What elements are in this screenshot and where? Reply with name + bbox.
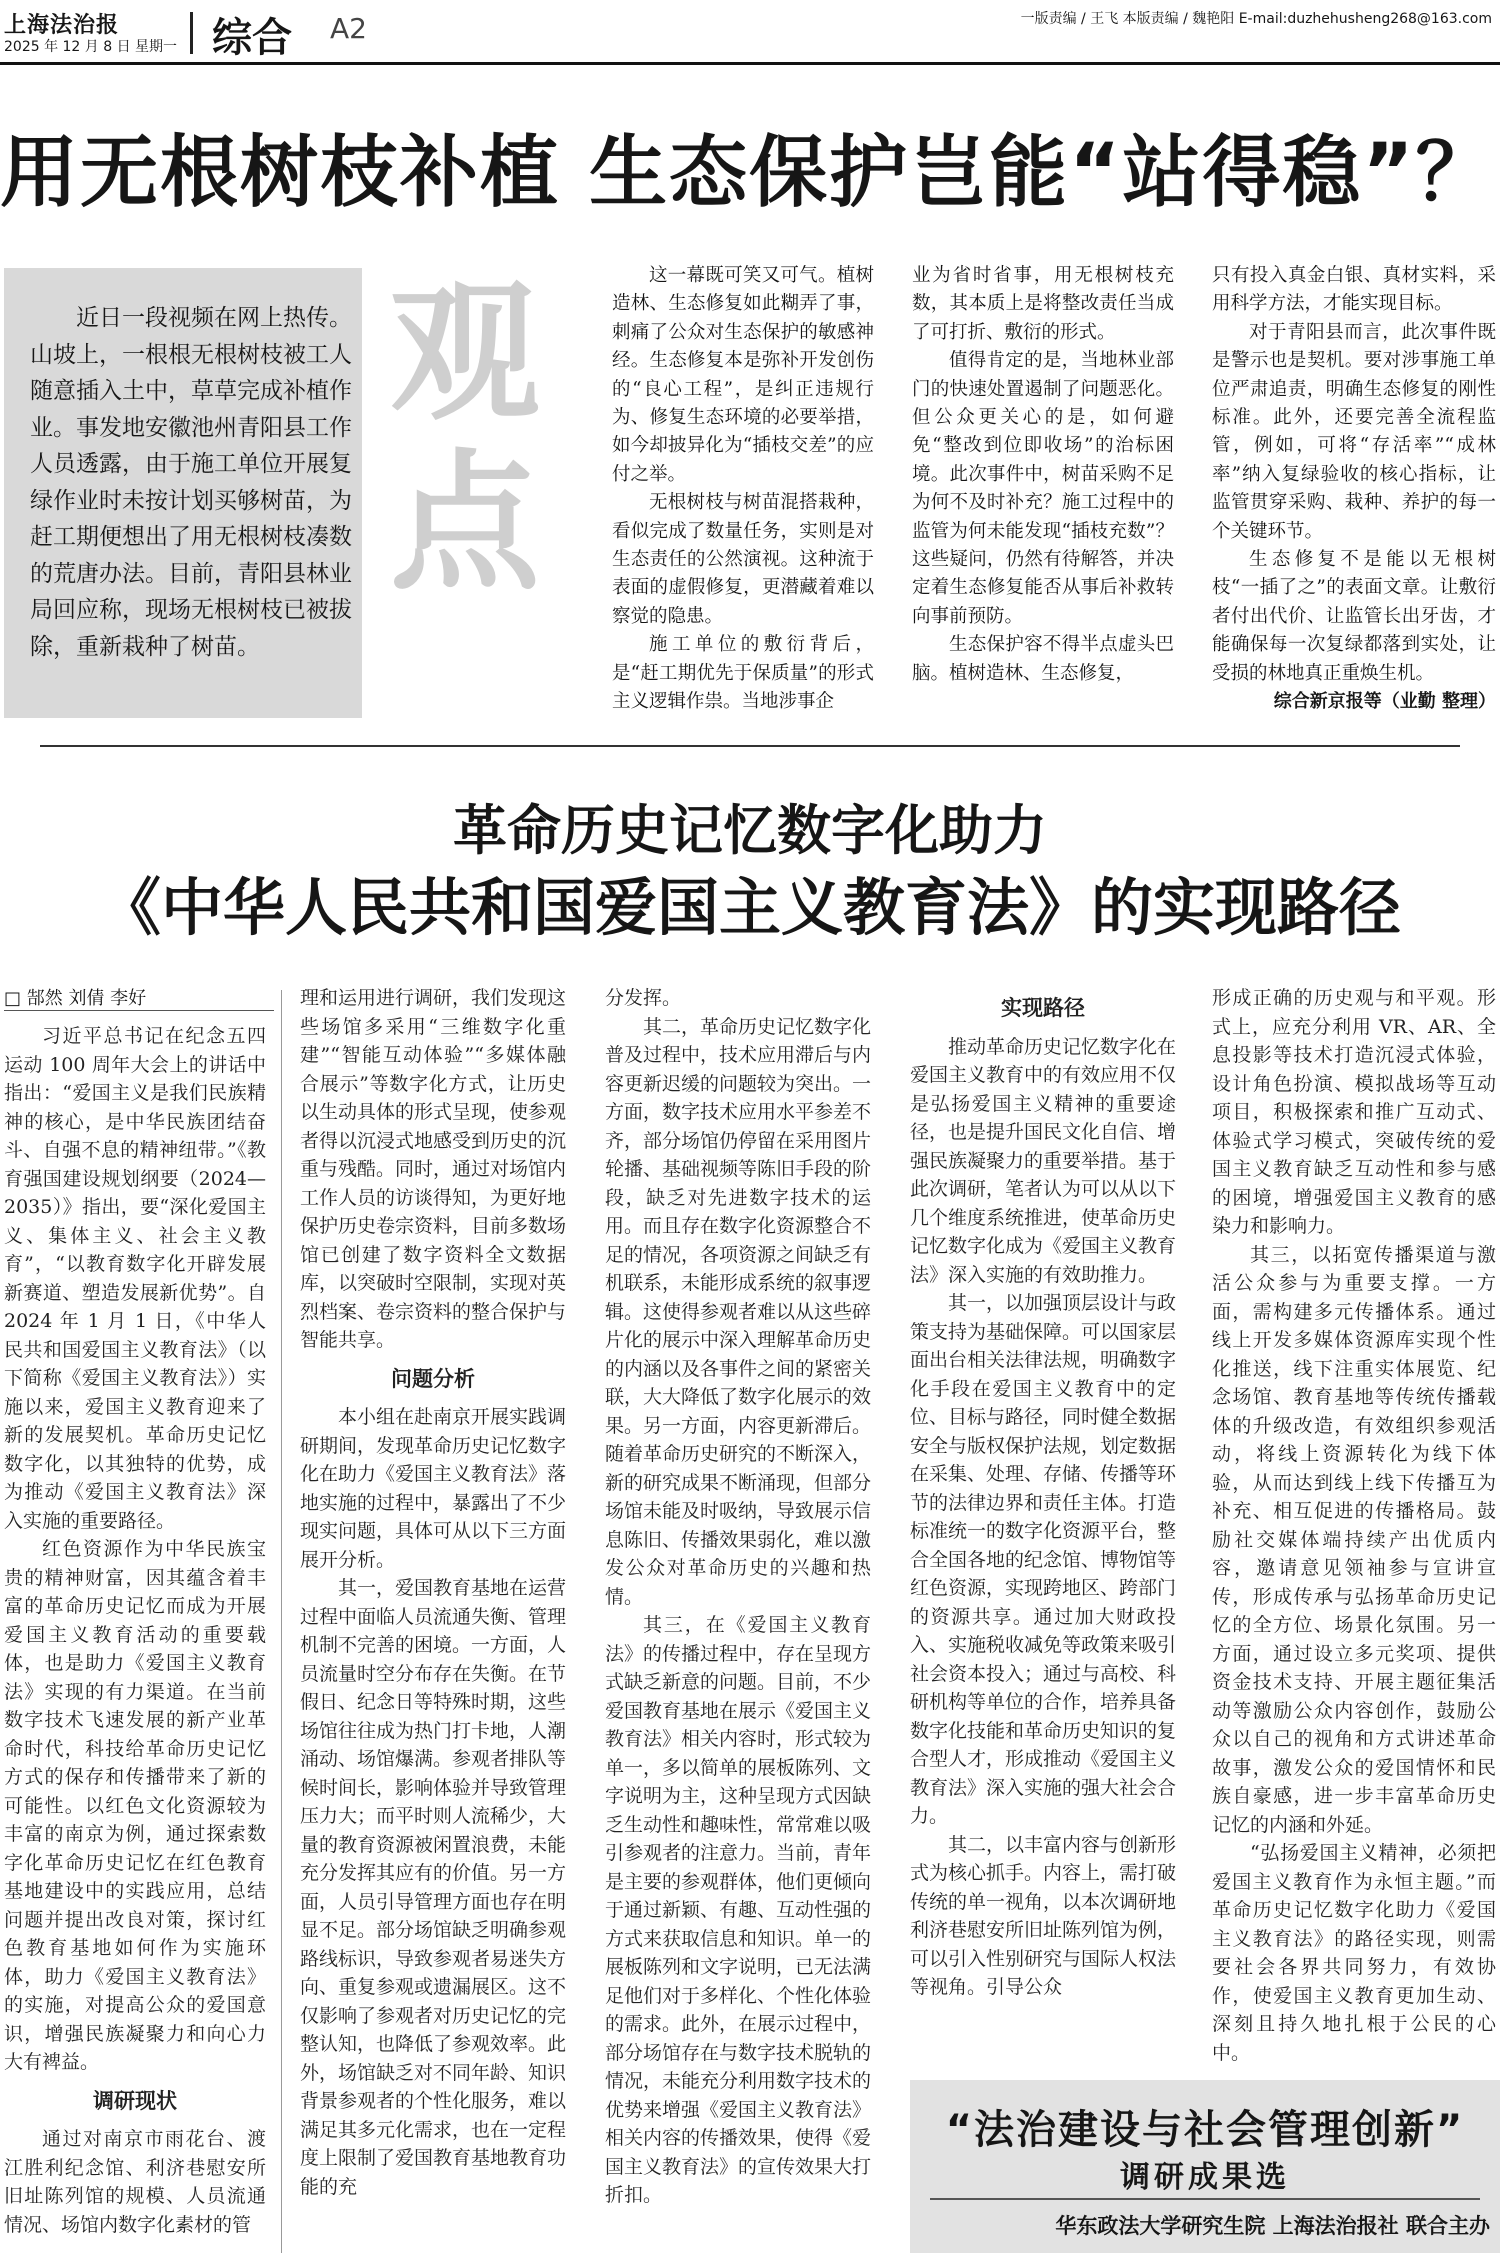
paragraph: 施工单位的敷衍背后，是“赶工期优先于保质量”的形式主义逻辑作祟。当地涉事企: [612, 634, 874, 713]
section-divider: [40, 745, 1460, 747]
newspaper-logo: 上海法治报: [4, 12, 120, 38]
paragraph: 业为省时省事，用无根树枝充数，其本质上是将整改责任当成了可打折、敷衍的形式。: [912, 265, 1174, 343]
article2-column-1: [4, 1022, 266, 2239]
paragraph: 其一，爱国教育基地在运营过程中面临人员流通失衡、管理机制不完善的困境。一方面，人员流量时空分布存在失衡。在节假日、纪念日等特殊时期，这些场馆往往成为热门打卡地，人潮涌动、场馆爆满。参观者排队等候时间长，影响体验并导致管理压力大；而平时则人流稀少，大量的教育资源被闲置浪费，未能充分发挥其应有的价值。另一方面，人员引导管理方面也存在明显不足。部分场馆缺乏明确参观路线标识，导致参观者易迷失方向、重复参观或遗漏展区。这不仅影响了参观者对历史记忆的完整认知，也降低了参观效率。此外，场馆缺乏对不同年龄、知识背景参观者的个性化服务，难以满足其多元化需求，也在一定程度上限制了爱国教育基地教育功能的充: [300, 1577, 567, 2198]
article1-headline: 用无根树枝补植 生态保护岂能“站得稳”？: [0, 128, 1496, 218]
page-number: A2: [330, 12, 367, 45]
paragraph: 分发挥。: [605, 987, 682, 1009]
column-rule: [281, 990, 282, 2253]
byline-rule: [4, 1010, 274, 1011]
article1-column-3: [1212, 262, 1496, 717]
series-organizers: 华东政法大学研究生院 上海法治报社 联合主办: [1055, 2214, 1490, 2238]
paragraph: 通过对南京市雨花台、渡江胜利纪念馆、利济巷慰安所旧址陈列馆的规模、人员流通情况、场馆内数字化素材的管: [4, 2128, 266, 2236]
paragraph: 其三，以拓宽传播渠道与激活公众参与为重要支撑。一方面，需构建多元传播体系。通过线上开发多媒体资源库实现个性化推送，线下注重实体展览、纪念场馆、教育基地等传统传播载体的升级改造，有效组织参观活动，将线上资源转化为线下体验，从而达到线上线下传播互为补充、相互促进的传播格局。鼓励社交媒体端持续产出优质内容，邀请意见领袖参与宣讲宣传，形成传承与弘扬革命历史记忆的全方位、场景化氛围。另一方面，通过设立多元奖项、提供资金技术支持、开展主题征集活动等激励公众内容创作，鼓励公众以自己的视角和方式讲述革命故事，激发公众的爱国情怀和民族自豪感，进一步丰富革命历史记忆的内涵和外延。: [1212, 1243, 1496, 1836]
paragraph: 这一幕既可笑又可气。植树造林、生态修复如此糊弄了事，刺痛了公众对生态保护的敏感神经。生态修复本是弥补开发创伤的“良心工程”，是纠正违规行为、修复生态环境的必要举措，如今却披异化为“插枝交差”的应付之举。: [612, 265, 874, 485]
issue-date: 2025 年 12 月 8 日 星期一: [4, 39, 178, 55]
paragraph: 理和运用进行调研，我们发现这些场馆多采用“三维数字化重建”“智能互动体验”“多媒体融合展示”等数字化方式，让历史以生动具体的形式呈现，使参观者得以沉浸式地感受到历史的沉重与残酷。同时，通过对场馆内工作人员的访谈得知，为更好地保护历史卷宗资料，目前多数场馆已创建了数字资料全文数据库，以突破时空限制，实现对英烈档案、卷宗资料的整合保护与智能共享。: [300, 987, 567, 1351]
editor-credits: 一版责编 / 王飞 本版责编 / 魏艳阳 E-mail:duzhehusheng268@163.com: [1020, 11, 1492, 27]
article1-signature: 综合新京报等（业勤 整理）: [1273, 691, 1496, 713]
article2-headline-line1: 革命历史记忆数字化助力: [453, 799, 1047, 862]
paragraph: 其一，以加强顶层设计与政策支持为基础保障。可以国家层面出台相关法律法规，明确数字化手段在爱国主义教育中的定位、目标与路径，同时健全数据安全与版权保护法规，划定数据在采集、处理、存储、传播等环节的法律边界和责任主体。打造标准统一的数字化资源平台，整合全国各地的纪念馆、博物馆等红色资源，实现跨地区、跨部门的资源共享。通过加大财政投入、实施税收减免等政策来吸引社会资本投入；通过与高校、科研机构等单位的合作，培养具备数字化技能和革命历史知识的复合型人才，形成推动《爱国主义教育法》深入实施的强大社会合力。: [910, 1292, 1177, 1827]
series-subtitle: 调研成果选: [1120, 2160, 1290, 2195]
paragraph: 其三，在《爱国主义教育法》的传播过程中，存在呈现方式缺乏新意的问题。目前，不少爱国教育基地在展示《爱国主义教育法》相关内容时，形式较为单一，多以简单的展板陈列、文字说明为主，这种呈现方式因缺乏生动性和趣味性，常常难以吸引参观者的注意力。当前，青年是主要的参观群体，他们更倾向于通过新颖、有趣、互动性强的方式来获取信息和知识。单一的展板陈列和文字说明，已无法满足他们对于多样化、个性化体验的需求。此外，在展示过程中，部分场馆存在与数字技术脱轨的情况，未能充分利用数字技术的优势来增强《爱国主义教育法》相关内容的传播效果，使得《爱国主义教育法》的宣传效果大打折扣。: [605, 1614, 872, 2206]
paragraph: 习近平总书记在纪念五四运动 100 周年大会上的讲话中指出：“爱国主义是我们民族精神的核心，是中华民族团结奋斗、自强不息的精神纽带。”《教育强国建设规划纲要（2024—2035）》指出，要“深化爱国主义、集体主义、社会主义教育”，“以教育数字化开辟发展新赛道、塑造发展新优势”。自 2024 年 1 月 1 日，《中华人民共和国爱国主义教育法》（以下简称《爱国主义教育法》）实施以来，爱国主义教育迎来了新的发展契机。革命历史记忆数字化，以其独特的优势，成为推动《爱国主义教育法》深入实施的重要路径。: [4, 1025, 266, 1532]
watermark-char-1: 观: [390, 265, 541, 441]
paragraph: 红色资源作为中华民族宝贵的精神财富，因其蕴含着丰富的革命历史记忆而成为开展爱国主义教育活动的重要载体，也是助力《爱国主义教育法》实现的有力渠道。在当前数字技术飞速发展的新产业革命时代，科技给革命历史记忆方式的保存和传播带来了新的可能性。以红色文化资源较为丰富的南京为例，通过探索数字化革命历史记忆在红色教育基地建设中的实践应用，总结问题并提出改良对策，探讨红色教育基地如何作为实施环体，助力《爱国主义教育法》的实施，对提高公众的爱国意识，增强民族凝聚力和向心力大有裨益。: [4, 1538, 266, 2073]
watermark-char-2: 点: [390, 435, 541, 611]
paragraph: 值得肯定的是，当地林业部门的快速处置遏制了问题恶化。但公众更关心的是，如何避免“整改到位即收场”的治标困境。此次事件中，树苗采购不足为何不及时补充？施工过程中的监管为何未能发现“插枝充数”？这些疑问，仍然有待解答，并决定着生态修复能否从事后补救转向事前预防。: [912, 350, 1174, 627]
lead-paragraph: 近日一段视频在网上热传。山坡上，一根根无根树枝被工人随意插入土中，草草完成补植作业。事发地安徽池州青阳县工作人员透露，由于施工单位开展复绿作业时未按计划买够树苗，为赶工期便想出了用无根树枝凑数的荒唐办法。目前，青阳县林业局回应称，现场无根树枝已被拔除，重新栽种了树苗。: [30, 305, 352, 660]
article1-column-1: [612, 262, 874, 717]
masthead: [0, 0, 1500, 60]
paragraph: 其二，革命历史记忆数字化普及过程中，技术应用滞后与内容更新迟缓的问题较为突出。一方面，数字技术应用水平参差不齐，部分场馆仍停留在采用图片轮播、基础视频等陈旧手段的阶段，缺乏对先进数字技术的运用。而且存在数字化资源整合不足的情况，各项资源之间缺乏有机联系，未能形成系统的叙事逻辑。这使得参观者难以从这些碎片化的展示中深入理解革命历史的内涵以及各事件之间的紧密关联，大大降低了数字化展示的效果。另一方面，内容更新滞后。随着革命历史研究的不断深入，新的研究成果不断涌现，但部分场馆未能及时吸纳，导致展示信息陈旧、传播效果弱化，难以激发公众对革命历史的兴趣和热情。: [605, 1015, 872, 1608]
paragraph: 形成正确的历史观与和平观。形式上，应充分利用 VR、AR、全息投影等技术打造沉浸式体验，设计角色扮演、模拟战场等互动项目，积极探索和推广互动式、体验式学习模式，突破传统的爱国主义教育缺乏互动性和参与感的困境，增强爱国主义教育的感染力和影响力。: [1212, 987, 1496, 1237]
article2-column-2: [300, 984, 566, 2201]
paragraph: 生态修复不是能以无根树枝“一插了之”的表面文章。让敷衍者付出代价、让监管长出牙齿，才能确保每一次复绿都落到实处，让受损的林地真正重焕生机。: [1212, 549, 1496, 684]
article2-byline: □ 郜然 刘倩 李好: [4, 988, 147, 1009]
article1-column-2: [912, 262, 1174, 688]
masthead-rule: [0, 62, 1500, 65]
series-rule: [930, 2198, 1480, 2200]
paragraph: 本小组在赴南京开展实践调研期间，发现革命历史记忆数字化在助力《爱国主义教育法》落地实施的过程中，暴露出了不少现实问题，具体可从以下三方面展开分析。: [300, 1406, 567, 1571]
subheading-research-status: 调研现状: [93, 2088, 177, 2113]
paragraph: “弘扬爱国主义精神，必须把爱国主义教育作为永恒主题。”而革命历史记忆数字化助力《爱国主义教育法》的路径实现，则需要社会各界共同努力，有效协作，使爱国主义教育更加生动、深刻且持久地扎根于公民的心中。: [1212, 1842, 1496, 2064]
masthead-divider: [190, 12, 193, 54]
section-name: 综合: [212, 15, 292, 61]
paragraph: 推动革命历史记忆数字化在爱国主义教育中的有效应用不仅是弘扬爱国主义精神的重要途径，也是提升国民文化自信、增强民族凝聚力的重要举措。基于此次调研，笔者认为可以从以下几个维度系统推进，使革命历史记忆数字化成为《爱国主义教育法》深入实施的有效助推力。: [910, 1035, 1177, 1286]
subheading-problem-analysis: 问题分析: [391, 1366, 475, 1391]
paragraph: 生态保护容不得半点虚头巴脑。植树造林、生态修复，: [912, 634, 1174, 684]
paragraph: 对于青阳县而言，此次事件既是警示也是契机。要对涉事施工单位严肃追责，明确生态修复的刚性标准。此外，还要完善全流程监管，例如，可将“存活率”“成林率”纳入复绿验收的核心指标，让监管贯穿采购、栽种、养护的每一个关键环节。: [1212, 321, 1496, 542]
article2-column-3: [605, 984, 871, 2210]
opinion-watermark: [390, 265, 600, 611]
subheading-implementation-path: 实现路径: [1001, 996, 1085, 1020]
article2-headline-line2: 《中华人民共和国爱国主义教育法》的实现路径: [98, 871, 1401, 944]
paragraph: 只有投入真金白银、真材实料，采用科学方法，才能实现目标。: [1212, 265, 1496, 315]
series-title: “法治建设与社会管理创新”: [945, 2107, 1465, 2153]
article2-column-5: [1212, 984, 1496, 2067]
paragraph: 无根树枝与树苗混搭栽种，看似完成了数量任务，实则是对生态责任的公然演视。这种流于表面的虚假修复，更潜藏着难以察觉的隐患。: [612, 492, 874, 627]
article2-column-4: [910, 984, 1176, 2002]
paragraph: 其二，以丰富内容与创新形式为核心抓手。内容上，需打破传统的单一视角，以本次调研地利济巷慰安所旧址陈列馆为例，可以引入性别研究与国际人权法等视角。引导公众: [910, 1833, 1177, 1998]
